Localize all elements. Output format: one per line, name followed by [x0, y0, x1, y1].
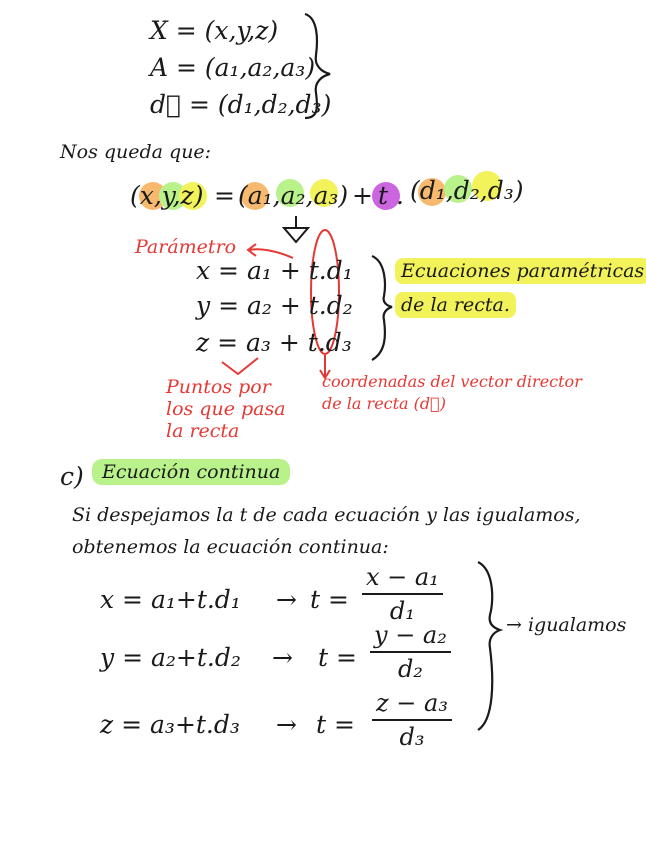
continuous-x-left: x = a₁+t.d₁ — [100, 585, 241, 614]
continuous-z-t: t = — [316, 710, 355, 739]
puntos-label-1: Puntos por — [166, 376, 271, 398]
continuous-y-num: y − a₂ — [374, 621, 447, 649]
coord-label-1: coordenadas del vector director — [322, 372, 582, 391]
definition-d: d⃗ = (d₁,d₂,d₃) — [150, 90, 332, 119]
parametric-brace — [372, 256, 392, 360]
parametric-x: x = a₁ + t.d₁ — [196, 256, 353, 285]
continuous-y-fraction — [370, 622, 451, 683]
continuous-y-arrow: → — [272, 643, 293, 672]
puntos-label-2: los que pasa — [166, 398, 286, 420]
vector-direction: (d₁,d₂,d₃) — [410, 176, 524, 205]
section-c-line2: obtenemos la ecuación continua: — [72, 536, 389, 558]
continuous-z-num: z − a₃ — [376, 689, 448, 717]
continuous-x-t: t = — [310, 585, 349, 614]
definition-a: A = (a₁,a₂,a₃) — [150, 53, 316, 82]
coord-label-2: de la recta (d⃗) — [322, 394, 446, 413]
vector-point: (a₁,a₂,a₃) — [238, 181, 349, 210]
continuous-x-num: x − a₁ — [366, 563, 439, 591]
vector-plus: + — [352, 181, 373, 210]
section-c-marker: c) — [60, 462, 84, 491]
fraction-bar — [370, 651, 451, 653]
vector-equals: = — [214, 181, 235, 210]
continuous-x-arrow: → — [276, 585, 297, 614]
ecuaciones-label-2: de la recta. — [395, 296, 516, 315]
section-c-title: Ecuación continua — [92, 463, 290, 482]
vector-dot: . — [396, 181, 404, 210]
continuous-y-t: t = — [318, 643, 357, 672]
vector-param: t — [378, 181, 389, 210]
continuous-brace — [478, 562, 500, 730]
puntos-label-3: la recta — [166, 420, 240, 442]
definition-x: X = (x,y,z) — [150, 16, 279, 45]
fraction-bar — [372, 719, 452, 721]
continuous-z-left: z = a₃+t.d₃ — [100, 710, 240, 739]
parametric-y: y = a₂ + t.d₂ — [196, 291, 353, 320]
ecuaciones-label-1: Ecuaciones paramétricas — [395, 262, 646, 281]
parametro-label: Parámetro — [135, 236, 237, 258]
section-c-line1: Si despejamos la t de cada ecuación y las igualamos, — [72, 504, 581, 526]
continuous-z-den: d₃ — [399, 723, 425, 752]
continuous-x-fraction — [362, 564, 443, 625]
points-check — [222, 358, 258, 374]
vector-lhs: (x,y,z) — [130, 181, 204, 210]
continuous-y-left: y = a₂+t.d₂ — [100, 643, 241, 672]
continuous-z-arrow: → — [276, 710, 297, 739]
intro-text: Nos queda que: — [60, 141, 212, 163]
igualamos-label: → igualamos — [506, 614, 627, 636]
down-arrow — [284, 216, 308, 242]
continuous-y-den: d₂ — [397, 655, 423, 684]
parametric-z: z = a₃ + t.d₃ — [196, 328, 352, 357]
fraction-bar — [362, 593, 443, 595]
continuous-x-den: d₁ — [389, 597, 415, 626]
continuous-z-fraction — [372, 690, 452, 751]
